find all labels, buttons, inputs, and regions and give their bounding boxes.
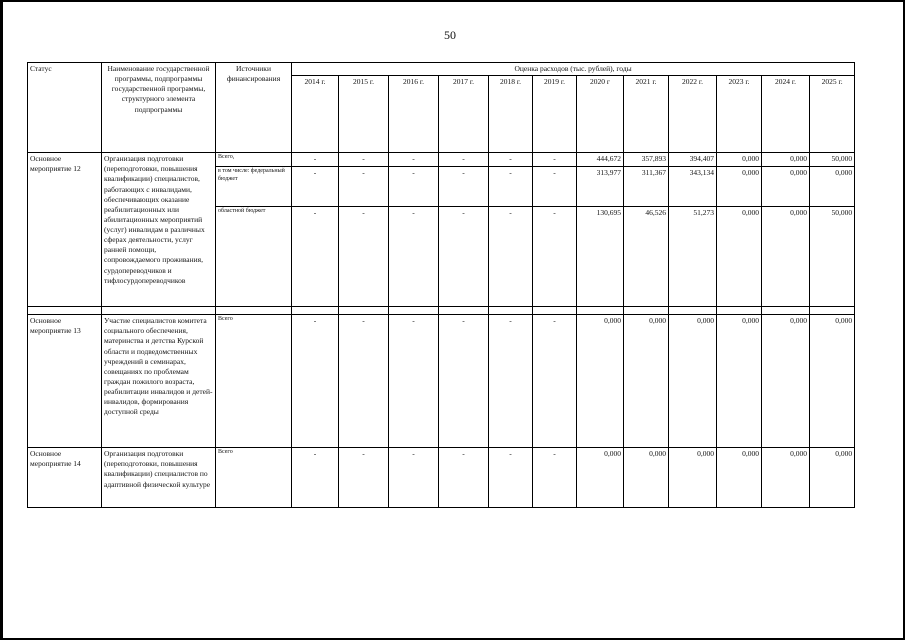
value-cell: 0,000 <box>762 315 810 448</box>
page-number: 50 <box>444 28 456 42</box>
value-cell: 0,000 <box>717 315 762 448</box>
value-cell: 0,000 <box>717 207 762 307</box>
page-top-edge <box>0 0 905 2</box>
measure-name-cell: Участие специалистов комитета социального обеспечения, материнства и детства Курской области и подведомственных учреждений в семинарах, совещаниях по проблемам граждан пожилого возраста, реабилитации инвалидов и детей-инвалидов, формирования доступной среды <box>102 315 216 448</box>
header-estimate: Оценка расходов (тыс. рублей), годы <box>292 63 855 76</box>
value-cell: - <box>292 167 339 207</box>
value-cell: 311,367 <box>624 167 669 207</box>
value-cell: - <box>489 207 533 307</box>
value-cell: 313,977 <box>577 167 624 207</box>
status-cell: Основное мероприятие 13 <box>28 315 102 448</box>
value-cell: - <box>439 448 489 508</box>
value-cell: - <box>439 207 489 307</box>
value-cell: 0,000 <box>624 448 669 508</box>
source-cell: Всего <box>216 448 292 508</box>
value-cell: - <box>389 448 439 508</box>
header-year: 2017 г. <box>439 76 489 153</box>
table-row <box>28 153 855 167</box>
header-year: 2019 г. <box>533 76 577 153</box>
value-cell: 0,000 <box>717 167 762 207</box>
spacer-row <box>28 307 855 315</box>
table-row <box>28 315 855 448</box>
value-cell: 0,000 <box>762 207 810 307</box>
value-cell: 0,000 <box>762 448 810 508</box>
value-cell: 0,000 <box>577 448 624 508</box>
value-cell: - <box>292 315 339 448</box>
value-cell: 0,000 <box>624 315 669 448</box>
value-cell: 0,000 <box>717 448 762 508</box>
header-year: 2023 г. <box>717 76 762 153</box>
value-cell: - <box>339 153 389 167</box>
source-cell: Всего, <box>216 153 292 167</box>
header-year: 2018 г. <box>489 76 533 153</box>
status-cell: Основное мероприятие 12 <box>28 153 102 307</box>
value-cell: 0,000 <box>669 315 717 448</box>
value-cell: - <box>389 207 439 307</box>
value-cell: - <box>339 448 389 508</box>
value-cell: - <box>533 448 577 508</box>
value-cell: - <box>533 315 577 448</box>
value-cell: - <box>489 315 533 448</box>
value-cell: 343,134 <box>669 167 717 207</box>
measure-name-cell: Организация подготовки (переподготовки, повышения квалификации) специалистов по адаптивной физической культуре <box>102 448 216 508</box>
value-cell: - <box>292 207 339 307</box>
value-cell: - <box>533 207 577 307</box>
value-cell: - <box>339 315 389 448</box>
source-cell: в том числе: федеральный бюджет <box>216 167 292 207</box>
table-row <box>28 448 855 508</box>
value-cell: - <box>533 153 577 167</box>
header-year: 2022 г. <box>669 76 717 153</box>
value-cell: - <box>533 167 577 207</box>
value-cell: - <box>339 207 389 307</box>
budget-table <box>27 62 855 508</box>
value-cell: - <box>489 153 533 167</box>
value-cell: 50,000 <box>810 207 855 307</box>
value-cell: 0,000 <box>717 153 762 167</box>
value-cell: 394,407 <box>669 153 717 167</box>
source-cell: областной бюджет <box>216 207 292 307</box>
value-cell: 0,000 <box>669 448 717 508</box>
value-cell: 0,000 <box>577 315 624 448</box>
page-left-edge <box>0 0 3 640</box>
value-cell: 357,893 <box>624 153 669 167</box>
value-cell: - <box>292 448 339 508</box>
value-cell: 444,672 <box>577 153 624 167</box>
value-cell: - <box>389 315 439 448</box>
header-year: 2025 г. <box>810 76 855 153</box>
header-source: Источники финансирования <box>216 63 292 153</box>
header-year: 2014 г. <box>292 76 339 153</box>
value-cell: 46,526 <box>624 207 669 307</box>
header-year: 2015 г. <box>339 76 389 153</box>
value-cell: 0,000 <box>810 448 855 508</box>
header-year: 2021 г. <box>624 76 669 153</box>
value-cell: - <box>339 167 389 207</box>
source-cell: Всего <box>216 315 292 448</box>
value-cell: 50,000 <box>810 153 855 167</box>
value-cell: - <box>439 315 489 448</box>
value-cell: 0,000 <box>810 167 855 207</box>
value-cell: - <box>389 153 439 167</box>
value-cell: - <box>292 153 339 167</box>
header-year: 2020 г <box>577 76 624 153</box>
value-cell: 130,695 <box>577 207 624 307</box>
value-cell: 0,000 <box>762 167 810 207</box>
value-cell: - <box>439 167 489 207</box>
header-year: 2016 г. <box>389 76 439 153</box>
header-status: Статус <box>28 63 102 153</box>
header-name: Наименование государственной программы, подпрограммы государственной программы, структурного элемента подпрограммы <box>102 63 216 153</box>
value-cell: - <box>489 448 533 508</box>
value-cell: 0,000 <box>762 153 810 167</box>
value-cell: 0,000 <box>810 315 855 448</box>
measure-name-cell: Организация подготовки (переподготовки, повышения квалификации) специалистов, работающих с инвалидами, обеспечивающих оказание реабилитационных или абилитационных мероприятий (услуг) инвалидам в различных сферах деятельности, услуг ранней помощи, сопровождаемого проживания, сурдопереводчиков и тифлосурдопереводчиков <box>102 153 216 307</box>
value-cell: - <box>439 153 489 167</box>
value-cell: - <box>489 167 533 207</box>
value-cell: 51,273 <box>669 207 717 307</box>
value-cell: - <box>389 167 439 207</box>
status-cell: Основное мероприятие 14 <box>28 448 102 508</box>
header-year: 2024 г. <box>762 76 810 153</box>
